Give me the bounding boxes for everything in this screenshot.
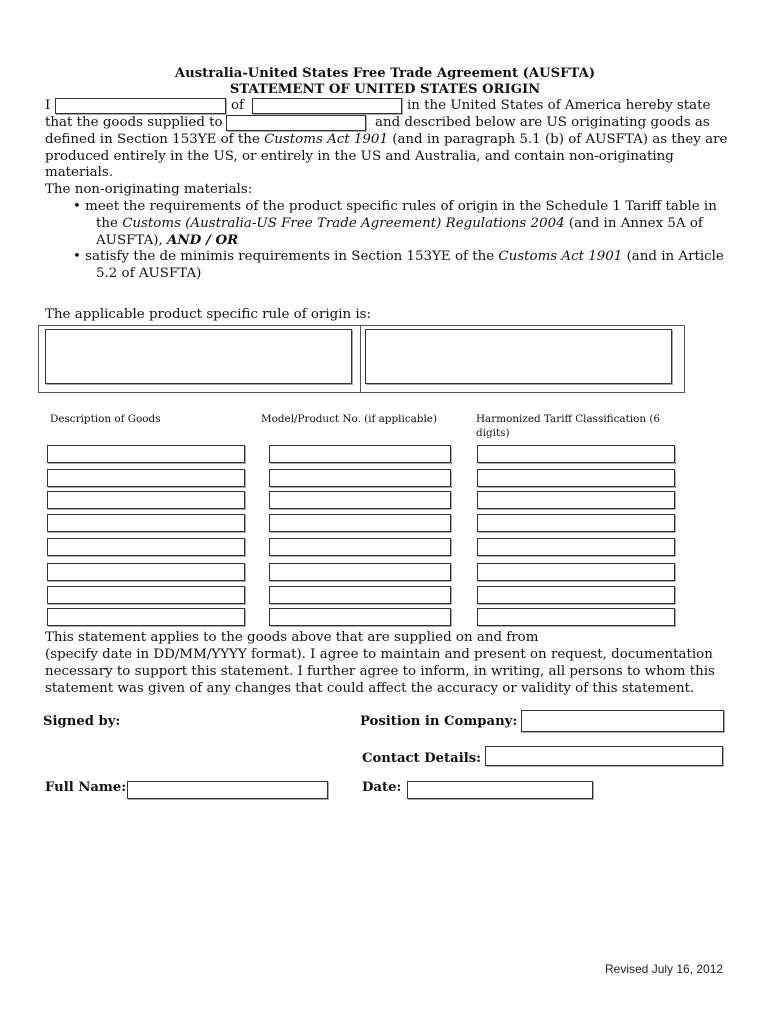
tariff-classification-field[interactable] <box>477 469 675 487</box>
regulations-ref: Customs (Australia-US Free Trade Agreement) Regulations 2004 <box>122 216 565 231</box>
revision-date: Revised July 16, 2012 <box>605 962 724 976</box>
intro-line1-tail: in the United States of America hereby state <box>407 98 711 113</box>
model-product-no-field[interactable] <box>269 586 451 604</box>
header-model-product-no: Model/Product No. (if applicable) <box>261 413 438 425</box>
header-tariff-classification-line2: digits) <box>476 427 510 439</box>
intro-line3 <box>45 132 727 149</box>
description-of-goods-field[interactable] <box>47 445 245 463</box>
intro-line2-head: that the goods supplied to <box>45 115 223 130</box>
model-product-no-field[interactable] <box>269 538 451 556</box>
bullet-2: • satisfy the de minimis requirements in Section 153YE of the Customs Act 1901 (and in Article <box>73 249 724 264</box>
intro-line3-b: (and in paragraph 5.1 (b) of AUSFTA) as they are <box>387 132 728 147</box>
bullet-2-line1-b: (and in Article <box>622 249 724 264</box>
tariff-classification-field[interactable] <box>477 563 675 581</box>
bullet-1-line1: meet the requirements of the product specific rules of origin in the Schedule 1 Tariff table in <box>85 199 717 214</box>
supplied-to-field[interactable] <box>226 115 366 131</box>
header-tariff-classification: Harmonized Tariff Classification (6 <box>476 413 661 425</box>
customs-act-ref: Customs Act 1901 <box>264 132 388 147</box>
statement-line2: (specify date in DD/MM/YYYY format). I agree to maintain and present on request, documentation <box>45 647 713 662</box>
bullet-2-line1-a: satisfy the de minimis requirements in Section 153YE of the <box>85 249 499 264</box>
document-title: Australia-United States Free Trade Agreement (AUSFTA) <box>174 66 596 81</box>
bullet-1-line2-b: (and in Annex 5A of <box>564 216 703 231</box>
statement-line4: statement was given of any changes that could affect the accuracy or validity of this statement. <box>45 681 695 696</box>
position-field[interactable] <box>521 710 724 732</box>
description-of-goods-field[interactable] <box>47 586 245 604</box>
bullet-2-line2: 5.2 of AUSFTA) <box>96 266 202 281</box>
document-subtitle: STATEMENT OF UNITED STATES ORIGIN <box>229 82 541 97</box>
bullet-1: • meet the requirements of the product specific rules of origin in the Schedule 1 Tariff table in <box>73 199 717 214</box>
model-product-no-field[interactable] <box>269 563 451 581</box>
signed-by-label: Signed by: <box>43 714 121 729</box>
model-product-no-field[interactable] <box>269 514 451 532</box>
header-description-of-goods: Description of Goods <box>50 413 161 425</box>
description-of-goods-field[interactable] <box>47 563 245 581</box>
tariff-classification-field[interactable] <box>477 608 675 626</box>
tariff-classification-field[interactable] <box>477 491 675 509</box>
model-product-no-field[interactable] <box>269 469 451 487</box>
intro-line3-a: defined in Section 153YE of the <box>45 132 265 147</box>
bullet-1-line2 <box>96 216 703 233</box>
rule-of-origin-divider <box>360 325 361 393</box>
bullet-1-line3 <box>96 232 238 250</box>
rule-of-origin-label: The applicable product specific rule of origin is: <box>45 307 372 322</box>
date-label: Date: <box>362 780 402 795</box>
description-of-goods-field[interactable] <box>47 469 245 487</box>
model-product-no-field[interactable] <box>269 445 451 463</box>
tariff-classification-field[interactable] <box>477 514 675 532</box>
position-label: Position in Company: <box>360 714 518 729</box>
and-or-emphasis: AND / OR <box>167 232 239 248</box>
statement-line3: necessary to support this statement. I further agree to inform, in writing, all persons to whom this <box>45 664 715 679</box>
customs-act-ref-2: Customs Act 1901 <box>498 249 623 264</box>
full-name-label: Full Name: <box>45 780 127 795</box>
intro-line5: materials. <box>45 165 114 180</box>
date-field[interactable] <box>407 781 593 799</box>
intro-line2-tail: and described below are US originating goods as <box>375 115 710 130</box>
intro-line4: produced entirely in the US, or entirely in the US and Australia, and contain non-originating <box>45 149 674 164</box>
tariff-classification-field[interactable] <box>477 445 675 463</box>
bullet-1-line3-a: AUSFTA), <box>96 233 168 248</box>
declarant-name-field[interactable] <box>55 98 226 114</box>
bullet-1-line2-a: the <box>96 216 123 231</box>
declarant-company-field[interactable] <box>252 98 402 114</box>
description-of-goods-field[interactable] <box>47 538 245 556</box>
model-product-no-field[interactable] <box>269 491 451 509</box>
description-of-goods-field[interactable] <box>47 608 245 626</box>
contact-details-label: Contact Details: <box>362 751 482 766</box>
contact-details-field[interactable] <box>485 746 723 766</box>
full-name-field[interactable] <box>127 781 328 799</box>
intro-line6: The non-originating materials: <box>45 182 253 197</box>
statement-line1: This statement applies to the goods above that are supplied on and from <box>45 630 539 645</box>
model-product-no-field[interactable] <box>269 608 451 626</box>
intro-word-of: of <box>231 98 245 113</box>
intro-word-i: I <box>45 98 51 113</box>
description-of-goods-field[interactable] <box>47 491 245 509</box>
rule-of-origin-field-1[interactable] <box>45 329 352 384</box>
description-of-goods-field[interactable] <box>47 514 245 532</box>
rule-of-origin-field-2[interactable] <box>365 329 672 384</box>
tariff-classification-field[interactable] <box>477 586 675 604</box>
tariff-classification-field[interactable] <box>477 538 675 556</box>
